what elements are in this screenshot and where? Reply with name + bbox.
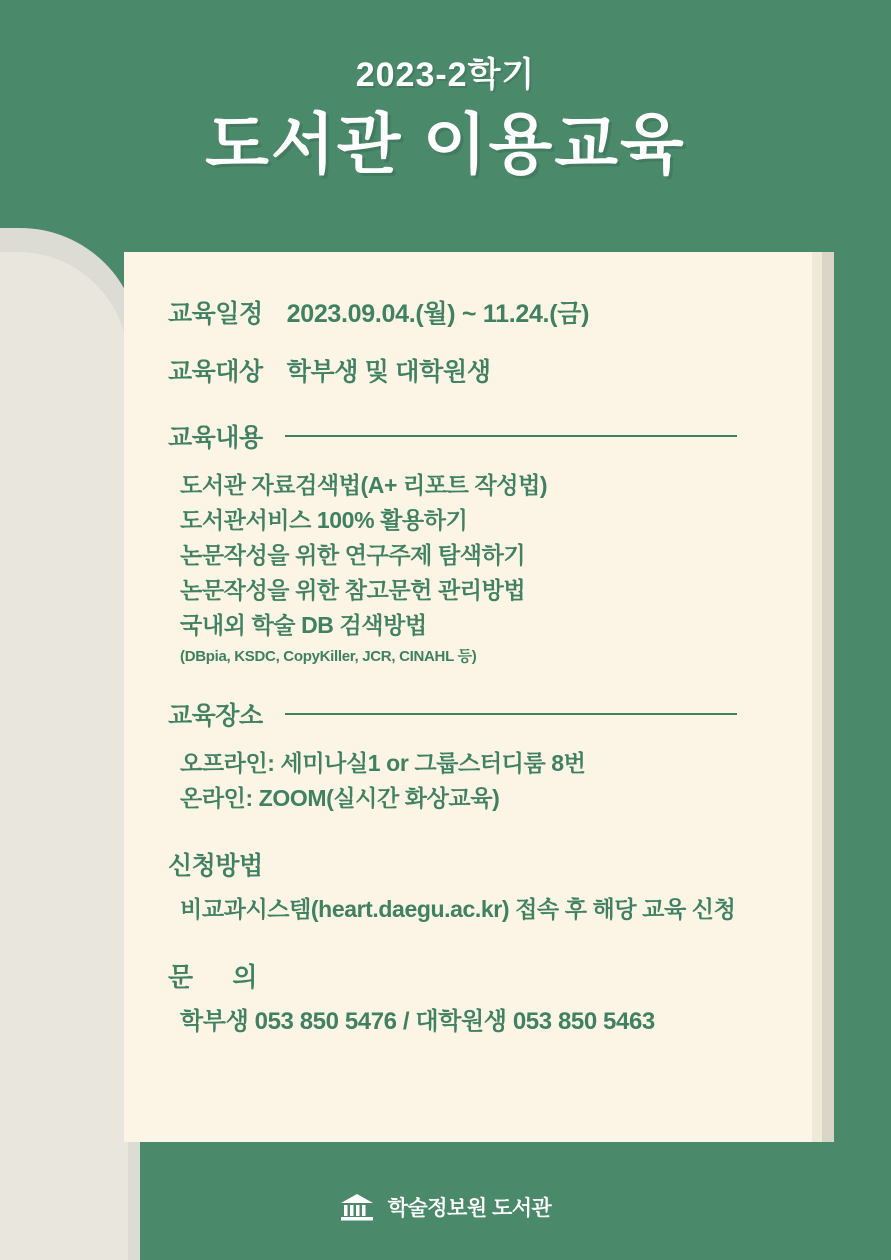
audience-row — [168, 352, 768, 388]
card-edge-back — [822, 252, 834, 1142]
content-rule — [285, 435, 737, 437]
place-list — [180, 746, 768, 816]
apply-heading — [168, 846, 768, 882]
inquiry-label: 문 의 — [168, 961, 274, 992]
list-item: 논문작성을 위한 연구주제 탐색하기 — [180, 541, 526, 568]
poster-footer — [0, 1192, 891, 1222]
inquiry-heading — [168, 957, 768, 994]
apply-text: 비교과시스템(heart.daegu.ac.kr) 접속 후 해당 교육 신청 — [180, 895, 736, 922]
list-item: 온라인: ZOOM(실시간 화상교육) — [180, 784, 500, 811]
content-list — [180, 468, 768, 643]
content-note: (DBpia, KSDC, CopyKiller, JCR, CINAHL 등) — [180, 647, 477, 665]
audience-value: 학부생 및 대학원생 — [286, 358, 491, 386]
content-heading — [168, 418, 768, 454]
place-rule — [285, 713, 737, 715]
place-heading — [168, 696, 768, 732]
semester-label: 2023-2학기 — [355, 56, 536, 94]
audience-label: 교육대상 — [168, 358, 263, 386]
schedule-row — [168, 294, 768, 330]
schedule-value: 2023.09.04.(월) ~ 11.24.(금) — [286, 300, 590, 328]
bank-icon — [340, 1192, 374, 1222]
schedule-label: 교육일정 — [168, 300, 263, 328]
apply-label: 신청방법 — [168, 851, 263, 880]
list-item: 도서관서비스 100% 활용하기 — [180, 506, 468, 533]
list-item: 국내외 학술 DB 검색방법 — [180, 611, 427, 638]
poster-header — [0, 0, 891, 179]
list-item: 도서관 자료검색법(A+ 리포트 작성법) — [180, 472, 548, 498]
footer-label: 학술정보원 도서관 — [387, 1197, 552, 1220]
page-title: 도서관 이용교육 — [205, 107, 686, 181]
info-card — [124, 252, 812, 1142]
list-item: 논문작성을 위한 참고문헌 관리방법 — [180, 576, 526, 603]
info-card-wrapper — [124, 252, 834, 1142]
list-item: 오프라인: 세미나실1 or 그룹스터디룸 8번 — [180, 749, 586, 776]
card-edge-front — [812, 252, 822, 1142]
content-label: 교육내용 — [168, 424, 263, 452]
place-label: 교육장소 — [168, 701, 263, 730]
inquiry-text: 학부생 053 850 5476 / 대학원생 053 850 5463 — [180, 1007, 655, 1035]
page-curl — [0, 252, 128, 1260]
